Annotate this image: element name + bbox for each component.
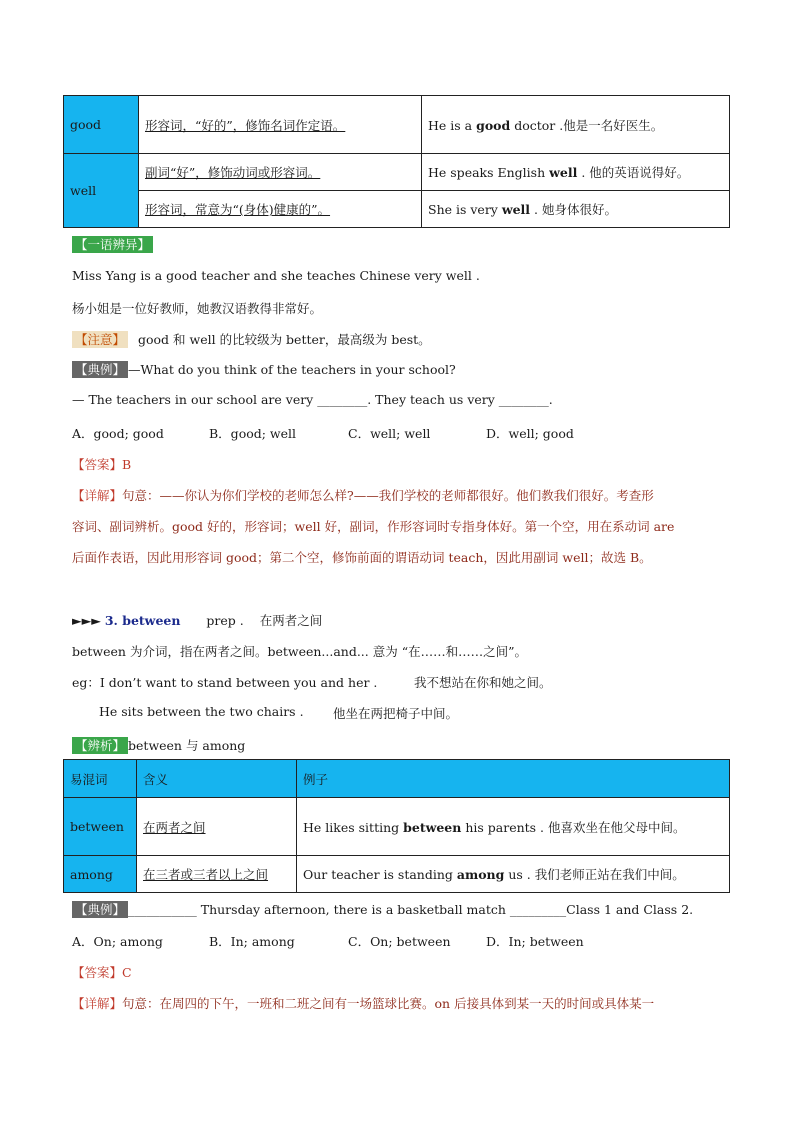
option-d: D．In; between [486,934,584,949]
detail1-line2: 容词、副词辨析。good 好的，形容词；well 好，副词，作形容词时专指身体好。第一个空，用在系动词 are [72,519,675,534]
meaning-cell: 副词“好”，修饰动词或形容词。 [139,154,422,191]
note-tag: 【注意】 [72,331,128,348]
header-example: 例子 [297,760,730,798]
example-cell: He speaks English well . 他的英语说得好。 [422,154,730,191]
option-c: C．On; between [348,934,451,949]
example-tag: 【典例】 [72,361,128,378]
example-cell: She is very well . 她身体很好。 [422,191,730,228]
option-a: A．On; among [72,934,163,949]
option-a: A．good; good [72,426,164,441]
yiyu-tag: 【一语辨异】 [72,236,153,253]
detail2-line1: 【详解】句意：在周四的下午，一班和二班之间有一场篮球比赛。on 后接具体到某一天的时间或具体某一 [72,996,655,1011]
eg1-english: eg：I don’t want to stand between you and her . [72,675,378,690]
meaning-cell: 在三者或三者以上之间 [137,856,297,893]
example-cell: He is a good doctor .他是一名好医生。 [422,96,730,154]
good-well-table [63,95,730,228]
option-b: B．good; well [209,426,297,441]
meaning-cell: 在两者之间 [137,798,297,856]
between-explanation: between 为介词，指在两者之间。between...and... 意为 “在……和……之间”。 [72,644,527,659]
bianxi-tag: 【辨析】 [72,737,128,754]
word-cell-between: between [64,798,137,856]
section-heading [72,611,322,629]
between-among-table [63,759,730,893]
option-d: D．well; good [486,426,574,441]
detail1-line1: 【详解】句意：——你认为你们学校的老师怎么样?——我们学校的老师都很好。他们教我们很好。考查形 [72,488,654,503]
answer1: 【答案】B [72,457,132,472]
header-word: 易混词 [64,760,137,798]
meaning-cell: 形容词，常意为“(身体)健康的”。 [139,191,422,228]
example1-question: 【典例】 —What do you think of the teachers in your school? [72,361,456,378]
part-of-speech: prep . [206,613,244,628]
word-cell-among: among [64,856,137,893]
eg2-chinese: 他坐在两把椅子中间。 [333,706,459,721]
option-c: C．well; well [348,426,431,441]
meaning-cell: 形容词，“好的”，修饰名词作定语。 [139,96,422,154]
note [72,330,431,348]
note-text: good 和 well 的比较级为 better，最高级为 best。 [138,332,431,347]
bianxi: 【辨析】 between 与 among [72,736,245,754]
arrow-icons: ►►► [72,613,105,628]
example-tag: 【典例】 [72,901,128,918]
detail1-line3: 后面作表语，因此用形容词 good；第二个空，修饰前面的谓语动词 teach，因此用副词 well；故选 B。 [72,550,652,565]
section-title: 3. between [104,613,181,628]
eg1-chinese: 我不想站在你和她之间。 [414,675,552,690]
answer2: 【答案】C [72,965,132,980]
example1-question-2: — The teachers in our school are very ________. They teach us very ________. [72,392,553,407]
example-cell: Our teacher is standing among us . 我们老师正站在我们中间。 [297,856,730,893]
gloss: 在两者之间 [259,613,323,628]
word-cell-good: good [64,96,139,154]
example-cell: He likes sitting between his parents . 他喜欢坐在他父母中间。 [297,798,730,856]
eg2-english: He sits between the two chairs . [99,704,304,719]
example2-question: 【典例】 ___________ Thursday afternoon, there is a basketball match _________Class 1 and Class 2. [72,901,693,918]
header-meaning: 含义 [137,760,297,798]
option-b: B．In; among [209,934,295,949]
yiyu-chinese: 杨小姐是一位好教师，她教汉语教得非常好。 [72,301,323,316]
word-cell-well: well [64,154,139,228]
yiyu-english: Miss Yang is a good teacher and she teaches Chinese very well . [72,268,480,283]
